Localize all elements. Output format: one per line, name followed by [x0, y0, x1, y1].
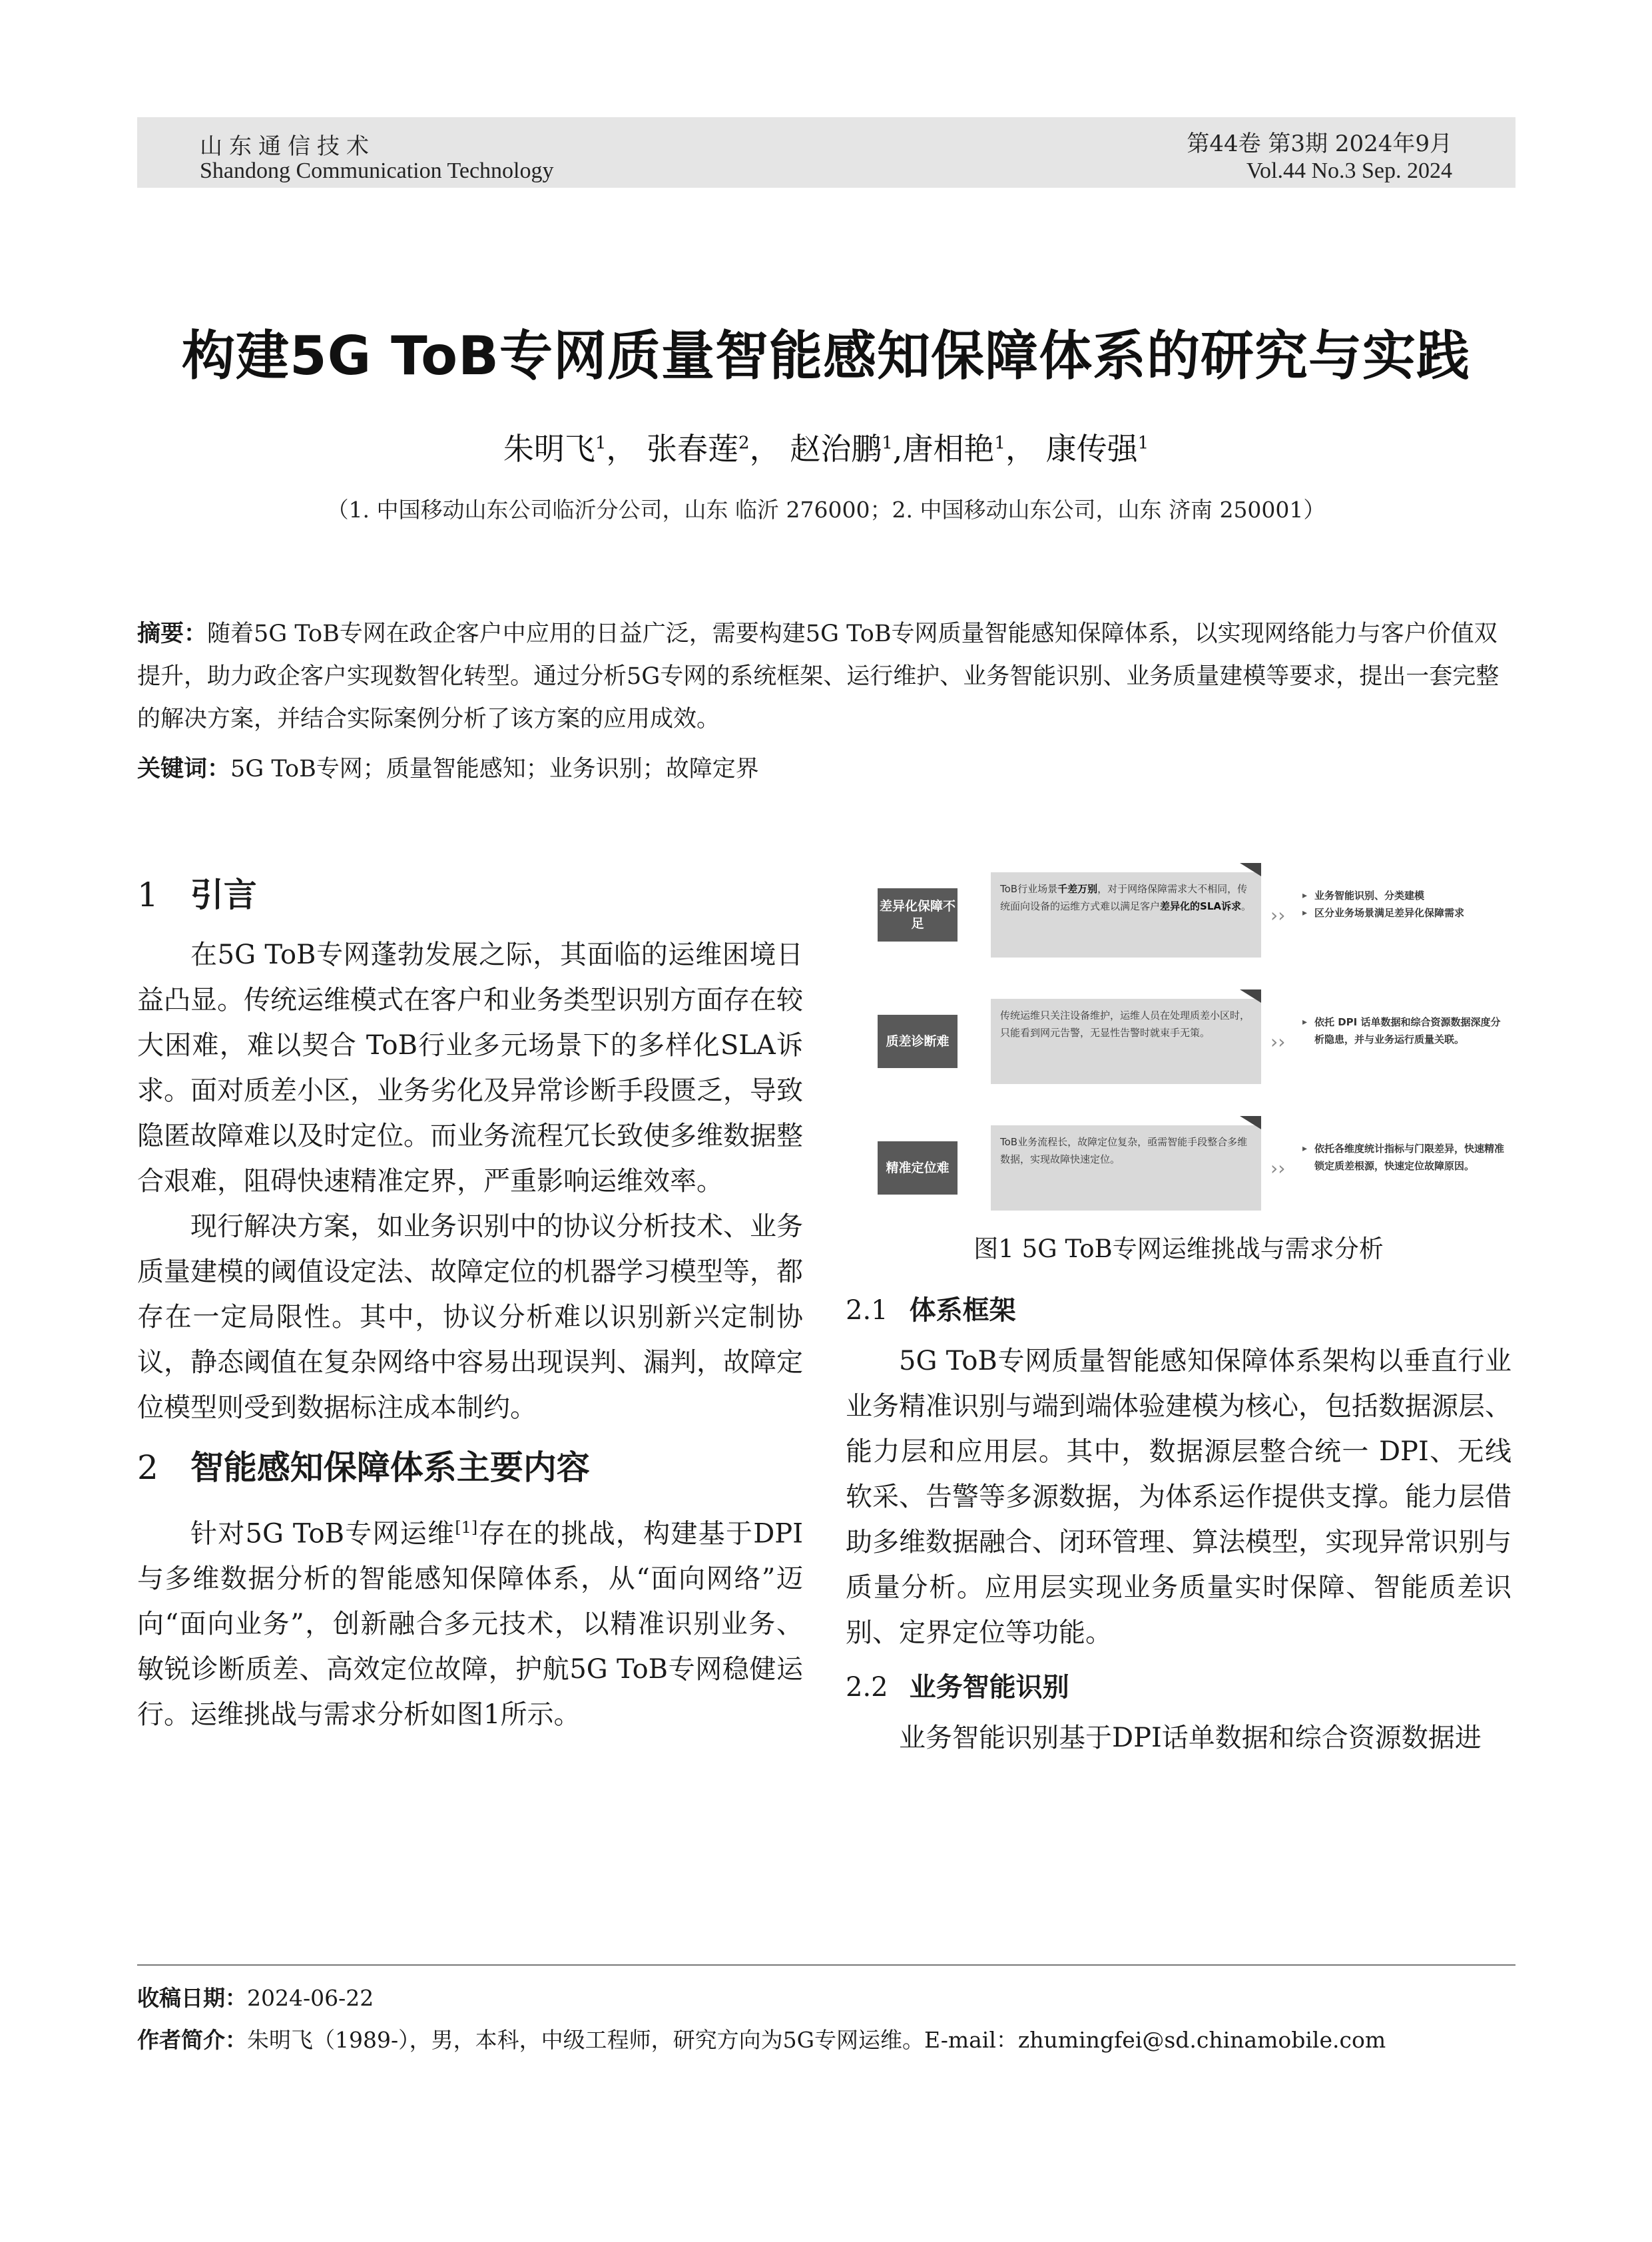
- author-list: [0, 425, 1652, 469]
- footer-divider: [137, 1964, 1515, 1966]
- author-affil-mark: 1: [994, 433, 1005, 453]
- author-affil-mark: 2: [738, 433, 750, 453]
- author-affil-mark: 1: [1137, 433, 1149, 453]
- subsection-title: 体系框架: [909, 1295, 1016, 1326]
- right-column: [846, 1278, 1512, 1761]
- figure-caption: 图1 5G ToB专网运维挑战与需求分析: [973, 1235, 1384, 1263]
- paragraph: [137, 1505, 803, 1737]
- box-corner-decoration: [1240, 989, 1261, 1003]
- requirement-list: [1302, 1013, 1509, 1048]
- box-corner-decoration: [1240, 863, 1261, 876]
- desc-text: 。: [1241, 900, 1252, 912]
- author-name: 朱明飞: [503, 431, 595, 467]
- requirement-list: [1302, 1140, 1509, 1175]
- bio-label: 作者简介：: [137, 2027, 247, 2053]
- box-corner-decoration: [1240, 1116, 1261, 1129]
- desc-emphasis: 千差万别: [1057, 883, 1098, 895]
- requirement-item: ▸ 依托各维度统计指标与门限差异，快速精准锁定质差根源，快速定位故障原因。: [1302, 1140, 1509, 1175]
- paper-title: 构建5G ToB专网质量智能感知保障体系的研究与实践: [181, 325, 1471, 387]
- author-separator: ，: [1005, 431, 1036, 467]
- author-bio: [137, 2023, 1386, 2054]
- issue-info-en: Vol.44 No.3 Sep. 2024: [1246, 158, 1452, 183]
- section-number: 1: [137, 876, 158, 914]
- paragraph: 现行解决方案，如业务识别中的协议分析技术、业务质量建模的阈值设定法、故障定位的机器学习模型等，都存在一定局限性。其中，协议分析难以识别新兴定制协议，静态阈值在复杂网络中容易出现误判、漏判，故障定位模型则受到数据标注成本制约。: [137, 1211, 803, 1423]
- subsection-heading-2-1: [846, 1288, 1512, 1333]
- author-affil-mark: 1: [595, 433, 607, 453]
- double-chevron-icon: ››: [1270, 904, 1286, 926]
- paragraph: 在5G ToB专网蓬勃发展之际，其面临的运维困境日益凸显。传统运维模式在客户和业务类型识别方面存在较大困难，难以契合 ToB行业多元场景下的多样化SLA诉求。面对质差小区，业务劣化及异常诊断手段匮乏，导致隐匿故障难以及时定位。而业务流程冗长致使多维数据整合艰难，阻碍快速精准定界，严重影响运维效率。: [137, 940, 803, 1197]
- abstract-text: 随着5G ToB专网在政企客户中应用的日益广泛，需要构建5G ToB专网质量智能感知保障体系，以实现网络能力与客户价值双提升，助力政企客户实现数智化转型。通过分析5G专网的系统框架、运行维护、业务智能识别、业务质量建模等要求，提出一套完整的解决方案，并结合实际案例分析了该方案的应用成效。: [137, 621, 1500, 732]
- challenge-tag: 质差诊断难: [878, 1015, 958, 1068]
- author-affil-mark: 1: [882, 433, 893, 453]
- challenge-tag: 精准定位难: [878, 1141, 958, 1195]
- figure-row: [863, 989, 1509, 1096]
- challenge-description: [991, 872, 1261, 958]
- challenge-description: ToB业务流程长，故障定位复杂，亟需智能手段整合多维数据，实现故障快速定位。: [991, 1125, 1261, 1211]
- subsection-title: 业务智能识别: [909, 1672, 1069, 1703]
- citation-ref[interactable]: [1]: [455, 1518, 478, 1537]
- keywords: [137, 749, 1515, 789]
- paragraph: 业务智能识别基于DPI话单数据和综合资源数据进: [899, 1723, 1482, 1753]
- section-heading-1: [137, 872, 803, 918]
- subsection-heading-2-2: [846, 1665, 1512, 1710]
- requirement-item: ▸ 依托 DPI 话单数据和综合资源数据深度分析隐患，并与业务运行质量关联。: [1302, 1013, 1509, 1048]
- challenge-tag: 差异化保障不足: [878, 888, 958, 942]
- received-value: 2024-06-22: [247, 1985, 374, 2011]
- desc-text: ToB行业场景: [1000, 883, 1058, 895]
- figure-row: [863, 863, 1509, 970]
- journal-name-en: Shandong Communication Technology: [200, 158, 554, 183]
- left-column: [137, 872, 803, 1737]
- desc-text: ，对于网络保障需求大不相同，传统面向设备的运维方式难以满足客户: [1000, 883, 1248, 912]
- subsection-number: 2.2: [846, 1672, 888, 1703]
- received-label: 收稿日期：: [137, 1985, 247, 2011]
- double-chevron-icon: ››: [1270, 1157, 1286, 1179]
- abstract: [137, 613, 1515, 740]
- requirement-item: ▸ 区分业务场景满足差异化保障需求: [1302, 904, 1509, 922]
- issue-info-cn: 第44卷 第3期 2024年9月: [1187, 131, 1452, 157]
- paragraph: 5G ToB专网质量智能感知保障体系架构以垂直行业业务精准识别与端到端体验建模为核心，包括数据源层、能力层和应用层。其中，数据源层整合统一 DPI、无线软采、告警等多源数据，为体系运作提供支撑。能力层借助多维数据融合、闭环管理、算法模型，实现异常识别与质量分析。应用层实现业务质量实时保障、智能质差识别、定界定位等功能。: [846, 1346, 1512, 1648]
- bio-text: 朱明飞（1989-），男，本科，中级工程师，研究方向为5G专网运维。E-mail：zhumingfei@sd.chinamobile.com: [247, 2027, 1386, 2053]
- section-number: 2: [137, 1448, 158, 1487]
- journal-name-cn: 山东通信技术: [200, 133, 376, 160]
- figure-row: [863, 1116, 1509, 1223]
- author-separator: ,: [892, 431, 903, 467]
- keywords-text: 5G ToB专网；质量智能感知；业务识别；故障定界: [230, 756, 759, 782]
- author-name: 唐相艳: [902, 431, 995, 467]
- desc-emphasis: 差异化的SLA诉求: [1160, 900, 1241, 912]
- section-heading-2: [137, 1445, 803, 1490]
- paragraph-text: 存在的挑战，构建基于DPI与多维数据分析的智能感知保障体系，从“面向网络”迈向“面向业务”，创新融合多元技术，以精准识别业务、敏锐诊断质差、高效定位故障，护航5G ToB专网稳健运行。运维挑战与需求分析如图1所示。: [137, 1518, 803, 1731]
- keywords-label: 关键词：: [137, 756, 231, 782]
- affiliations: （1. 中国移动山东公司临沂分公司，山东 临沂 276000；2. 中国移动山东公司，山东 济南 250001）: [326, 497, 1326, 523]
- author-separator: ，: [606, 431, 637, 467]
- author-name: 康传强: [1045, 431, 1138, 467]
- section-title: 引言: [190, 876, 257, 914]
- section-title: 智能感知保障体系主要内容: [190, 1448, 590, 1487]
- author-name: 张春莲: [647, 431, 739, 467]
- paragraph-text: 针对5G ToB专网运维: [190, 1518, 455, 1549]
- author-separator: ，: [749, 431, 780, 467]
- challenge-description: 传统运维只关注设备维护，运维人员在处理质差小区时，只能看到网元告警，无显性告警时就束手无策。: [991, 999, 1261, 1084]
- requirement-item: ▸ 业务智能识别、分类建模: [1302, 887, 1509, 904]
- received-date: [137, 1981, 374, 2012]
- requirement-list: [1302, 887, 1509, 922]
- author-name: 赵治鹏: [790, 431, 882, 467]
- subsection-number: 2.1: [846, 1295, 888, 1326]
- figure-1: [863, 863, 1509, 1236]
- double-chevron-icon: ››: [1270, 1031, 1286, 1053]
- abstract-label: 摘要：: [137, 621, 208, 647]
